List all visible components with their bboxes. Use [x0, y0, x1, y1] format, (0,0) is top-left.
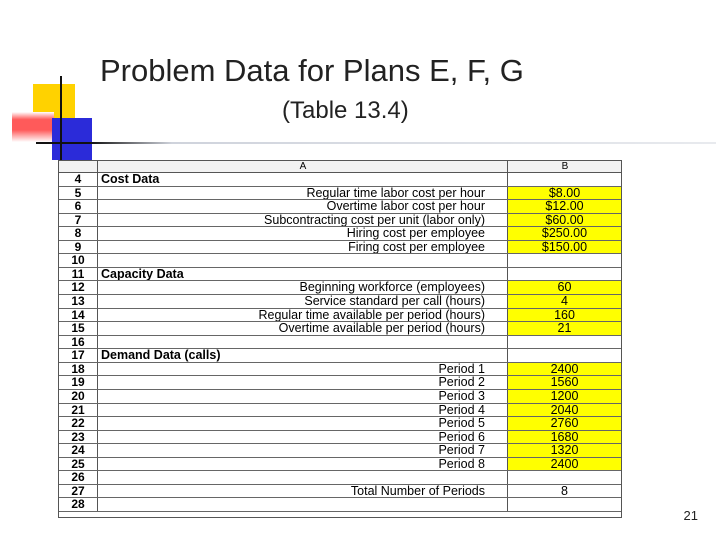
value-cell: 160 [507, 309, 621, 322]
label-cell: Overtime labor cost per hour [97, 200, 507, 213]
value-cell: 1560 [507, 376, 621, 389]
row-number: 19 [59, 376, 97, 389]
row-number: 4 [59, 173, 97, 186]
label-cell: Period 8 [97, 458, 507, 471]
section-header-cell: Cost Data [97, 173, 507, 186]
table-row [59, 268, 621, 282]
table-row [59, 227, 621, 241]
value-cell [507, 349, 621, 362]
value-cell: 2040 [507, 404, 621, 417]
table-row [59, 322, 621, 336]
column-header-b: B [507, 161, 622, 172]
value-cell: 8 [507, 485, 621, 498]
value-cell: 2400 [507, 363, 621, 376]
slide-subtitle: (Table 13.4) [282, 97, 409, 124]
row-number: 13 [59, 295, 97, 308]
value-cell: $8.00 [507, 187, 621, 200]
row-number: 24 [59, 444, 97, 457]
label-cell: Service standard per call (hours) [97, 295, 507, 308]
value-cell: 1680 [507, 431, 621, 444]
label-cell: Period 1 [97, 363, 507, 376]
row-number: 17 [59, 349, 97, 362]
row-number: 7 [59, 214, 97, 227]
row-number: 16 [59, 336, 97, 349]
row-number: 9 [59, 241, 97, 254]
slide-title: Problem Data for Plans E, F, G [100, 53, 524, 88]
value-cell [507, 498, 621, 511]
table-row [59, 417, 621, 431]
value-cell: 4 [507, 295, 621, 308]
decor-horizontal-rule [36, 142, 716, 144]
section-header-cell: Capacity Data [97, 268, 507, 281]
decor-red-bar [12, 112, 54, 142]
column-header-row [59, 161, 621, 173]
value-cell [507, 268, 621, 281]
table-row [59, 173, 621, 187]
row-number: 15 [59, 322, 97, 335]
value-cell: $250.00 [507, 227, 621, 240]
row-number: 28 [59, 498, 97, 511]
label-cell: Period 5 [97, 417, 507, 430]
label-cell: Period 3 [97, 390, 507, 403]
row-number: 10 [59, 254, 97, 267]
column-header-a: A [97, 161, 508, 172]
table-row [59, 214, 621, 228]
label-cell [97, 254, 507, 267]
table-row [59, 498, 621, 512]
row-number: 20 [59, 390, 97, 403]
table-row [59, 295, 621, 309]
label-cell [97, 498, 507, 511]
decor-vertical-line [60, 76, 62, 160]
value-cell: 21 [507, 322, 621, 335]
table-row [59, 471, 621, 485]
label-cell [97, 471, 507, 484]
table-row [59, 254, 621, 268]
value-cell: 1320 [507, 444, 621, 457]
label-cell: Firing cost per employee [97, 241, 507, 254]
value-cell: 2400 [507, 458, 621, 471]
table-row [59, 349, 621, 363]
label-cell: Beginning workforce (employees) [97, 281, 507, 294]
table-row [59, 309, 621, 323]
row-number: 27 [59, 485, 97, 498]
value-cell: 60 [507, 281, 621, 294]
row-number: 6 [59, 200, 97, 213]
row-number: 8 [59, 227, 97, 240]
row-number: 11 [59, 268, 97, 281]
table-row [59, 431, 621, 445]
label-cell: Total Number of Periods [97, 485, 507, 498]
table-row [59, 376, 621, 390]
value-cell [507, 173, 621, 186]
label-cell: Period 2 [97, 376, 507, 389]
value-cell: $150.00 [507, 241, 621, 254]
row-number: 12 [59, 281, 97, 294]
value-cell [507, 254, 621, 267]
label-cell: Period 7 [97, 444, 507, 457]
table-row [59, 363, 621, 377]
table-row [59, 200, 621, 214]
label-cell: Overtime available per period (hours) [97, 322, 507, 335]
label-cell: Period 4 [97, 404, 507, 417]
label-cell: Regular time labor cost per hour [97, 187, 507, 200]
value-cell [507, 471, 621, 484]
table-row [59, 390, 621, 404]
decor-blue-square [52, 118, 92, 160]
row-number: 14 [59, 309, 97, 322]
table-row [59, 404, 621, 418]
row-number: 23 [59, 431, 97, 444]
corner-cell [59, 161, 97, 172]
value-cell: $12.00 [507, 200, 621, 213]
value-cell [507, 336, 621, 349]
row-number: 21 [59, 404, 97, 417]
table-row [59, 241, 621, 255]
value-cell: $60.00 [507, 214, 621, 227]
table-row [59, 336, 621, 350]
label-cell: Regular time available per period (hours) [97, 309, 507, 322]
label-cell: Hiring cost per employee [97, 227, 507, 240]
label-cell: Period 6 [97, 431, 507, 444]
row-number: 22 [59, 417, 97, 430]
value-cell: 1200 [507, 390, 621, 403]
table-row [59, 281, 621, 295]
row-number: 5 [59, 187, 97, 200]
value-cell: 2760 [507, 417, 621, 430]
table-row [59, 485, 621, 499]
spreadsheet-table [58, 160, 622, 518]
row-number: 26 [59, 471, 97, 484]
page-number: 21 [683, 508, 698, 523]
row-number: 25 [59, 458, 97, 471]
label-cell: Subcontracting cost per unit (labor only) [97, 214, 507, 227]
section-header-cell: Demand Data (calls) [97, 349, 507, 362]
label-cell [97, 336, 507, 349]
table-row [59, 458, 621, 472]
table-row [59, 187, 621, 201]
row-number: 18 [59, 363, 97, 376]
table-row [59, 444, 621, 458]
